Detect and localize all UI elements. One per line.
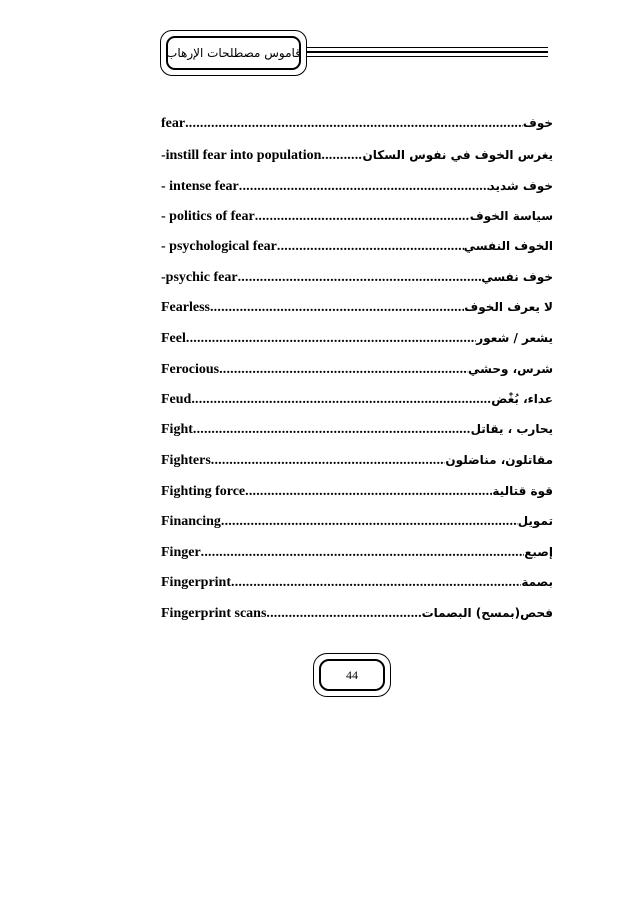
glossary-entry: [161, 148, 553, 170]
entry-english: Feud: [161, 392, 192, 407]
header-title-box: [166, 36, 301, 70]
entry-leader-dots: [186, 331, 476, 347]
glossary-entry: [161, 422, 553, 444]
entry-arabic: بصمة: [521, 575, 553, 589]
entry-arabic: عداء، بُغْض: [491, 392, 553, 406]
entry-leader-dots: [191, 392, 491, 408]
page-number-box: [319, 659, 385, 691]
glossary-entry: [161, 179, 553, 201]
entry-leader-dots: [221, 514, 518, 530]
entry-leader-dots: [185, 116, 523, 132]
entry-english: Feel: [161, 331, 186, 346]
entry-arabic: قوة قتالية: [492, 484, 553, 498]
page-number: 44: [346, 667, 358, 682]
entry-arabic: لا يعرف الخوف: [464, 300, 553, 314]
entry-english: Finger: [161, 545, 201, 560]
entry-arabic: يغرس الخوف في نفوس السكان: [362, 148, 553, 162]
entry-leader-dots: [266, 606, 421, 622]
entry-english: Fearless: [161, 300, 210, 315]
glossary-entry: [161, 606, 553, 628]
entry-leader-dots: [238, 270, 482, 286]
glossary-entry: [161, 575, 553, 597]
entry-arabic: فحص(بمسح) البصمات: [421, 606, 553, 620]
glossary-entry: [161, 545, 553, 567]
glossary-entry: [161, 239, 553, 261]
entry-leader-dots: [255, 209, 470, 225]
entry-leader-dots: [201, 545, 525, 561]
entry-arabic: يحارب ، يقاتل: [470, 422, 553, 436]
entry-leader-dots: [231, 575, 521, 591]
entry-arabic: الخوف النفسي: [463, 239, 553, 253]
glossary-entry: [161, 270, 553, 292]
entry-arabic: خوف نفسي: [481, 270, 553, 284]
entry-english: -psychic fear: [161, 270, 238, 285]
entry-english: - psychological fear: [161, 239, 277, 254]
entry-leader-dots: [277, 239, 464, 255]
entry-english: -instill fear into population: [161, 148, 322, 163]
entry-leader-dots: [210, 300, 464, 316]
glossary-entry: [161, 362, 553, 384]
entry-english: - intense fear: [161, 179, 239, 194]
entry-leader-dots: [193, 422, 471, 438]
glossary-entry: [161, 331, 553, 353]
entry-english: Fingerprint: [161, 575, 231, 590]
entry-english: Ferocious: [161, 362, 220, 377]
glossary-entry: [161, 453, 553, 475]
entry-english: Fighting force: [161, 484, 246, 499]
glossary-entry: [161, 300, 553, 322]
entry-leader-dots: [219, 362, 468, 378]
entry-arabic: خوف: [522, 116, 553, 130]
entry-english: Fingerprint scans: [161, 606, 267, 621]
entry-leader-dots: [321, 148, 362, 164]
entry-arabic: تمويل: [517, 514, 553, 528]
glossary-entry: [161, 116, 553, 138]
entry-arabic: شرس، وحشي: [467, 362, 553, 376]
entry-arabic: مقاتلون، مناضلون: [445, 453, 553, 467]
entry-english: Financing: [161, 514, 221, 529]
entry-english: - politics of fear: [161, 209, 255, 224]
entry-leader-dots: [245, 484, 492, 500]
header-title: قاموس مصطلحات الإرهاب: [166, 46, 301, 60]
entry-leader-dots: [211, 453, 446, 469]
glossary-entry: [161, 209, 553, 231]
entry-english: fear: [161, 116, 186, 131]
entry-leader-dots: [239, 179, 489, 195]
glossary-entry: [161, 392, 553, 414]
entry-arabic: خوف شديد: [488, 179, 553, 193]
entry-arabic: إصبع: [524, 545, 553, 559]
entry-arabic: سياسة الخوف: [469, 209, 553, 223]
glossary-entry: [161, 484, 553, 506]
entry-arabic: يشعر / شعور: [476, 331, 553, 345]
entry-english: Fighters: [161, 453, 211, 468]
glossary-entry: [161, 514, 553, 536]
entry-english: Fight: [161, 422, 193, 437]
